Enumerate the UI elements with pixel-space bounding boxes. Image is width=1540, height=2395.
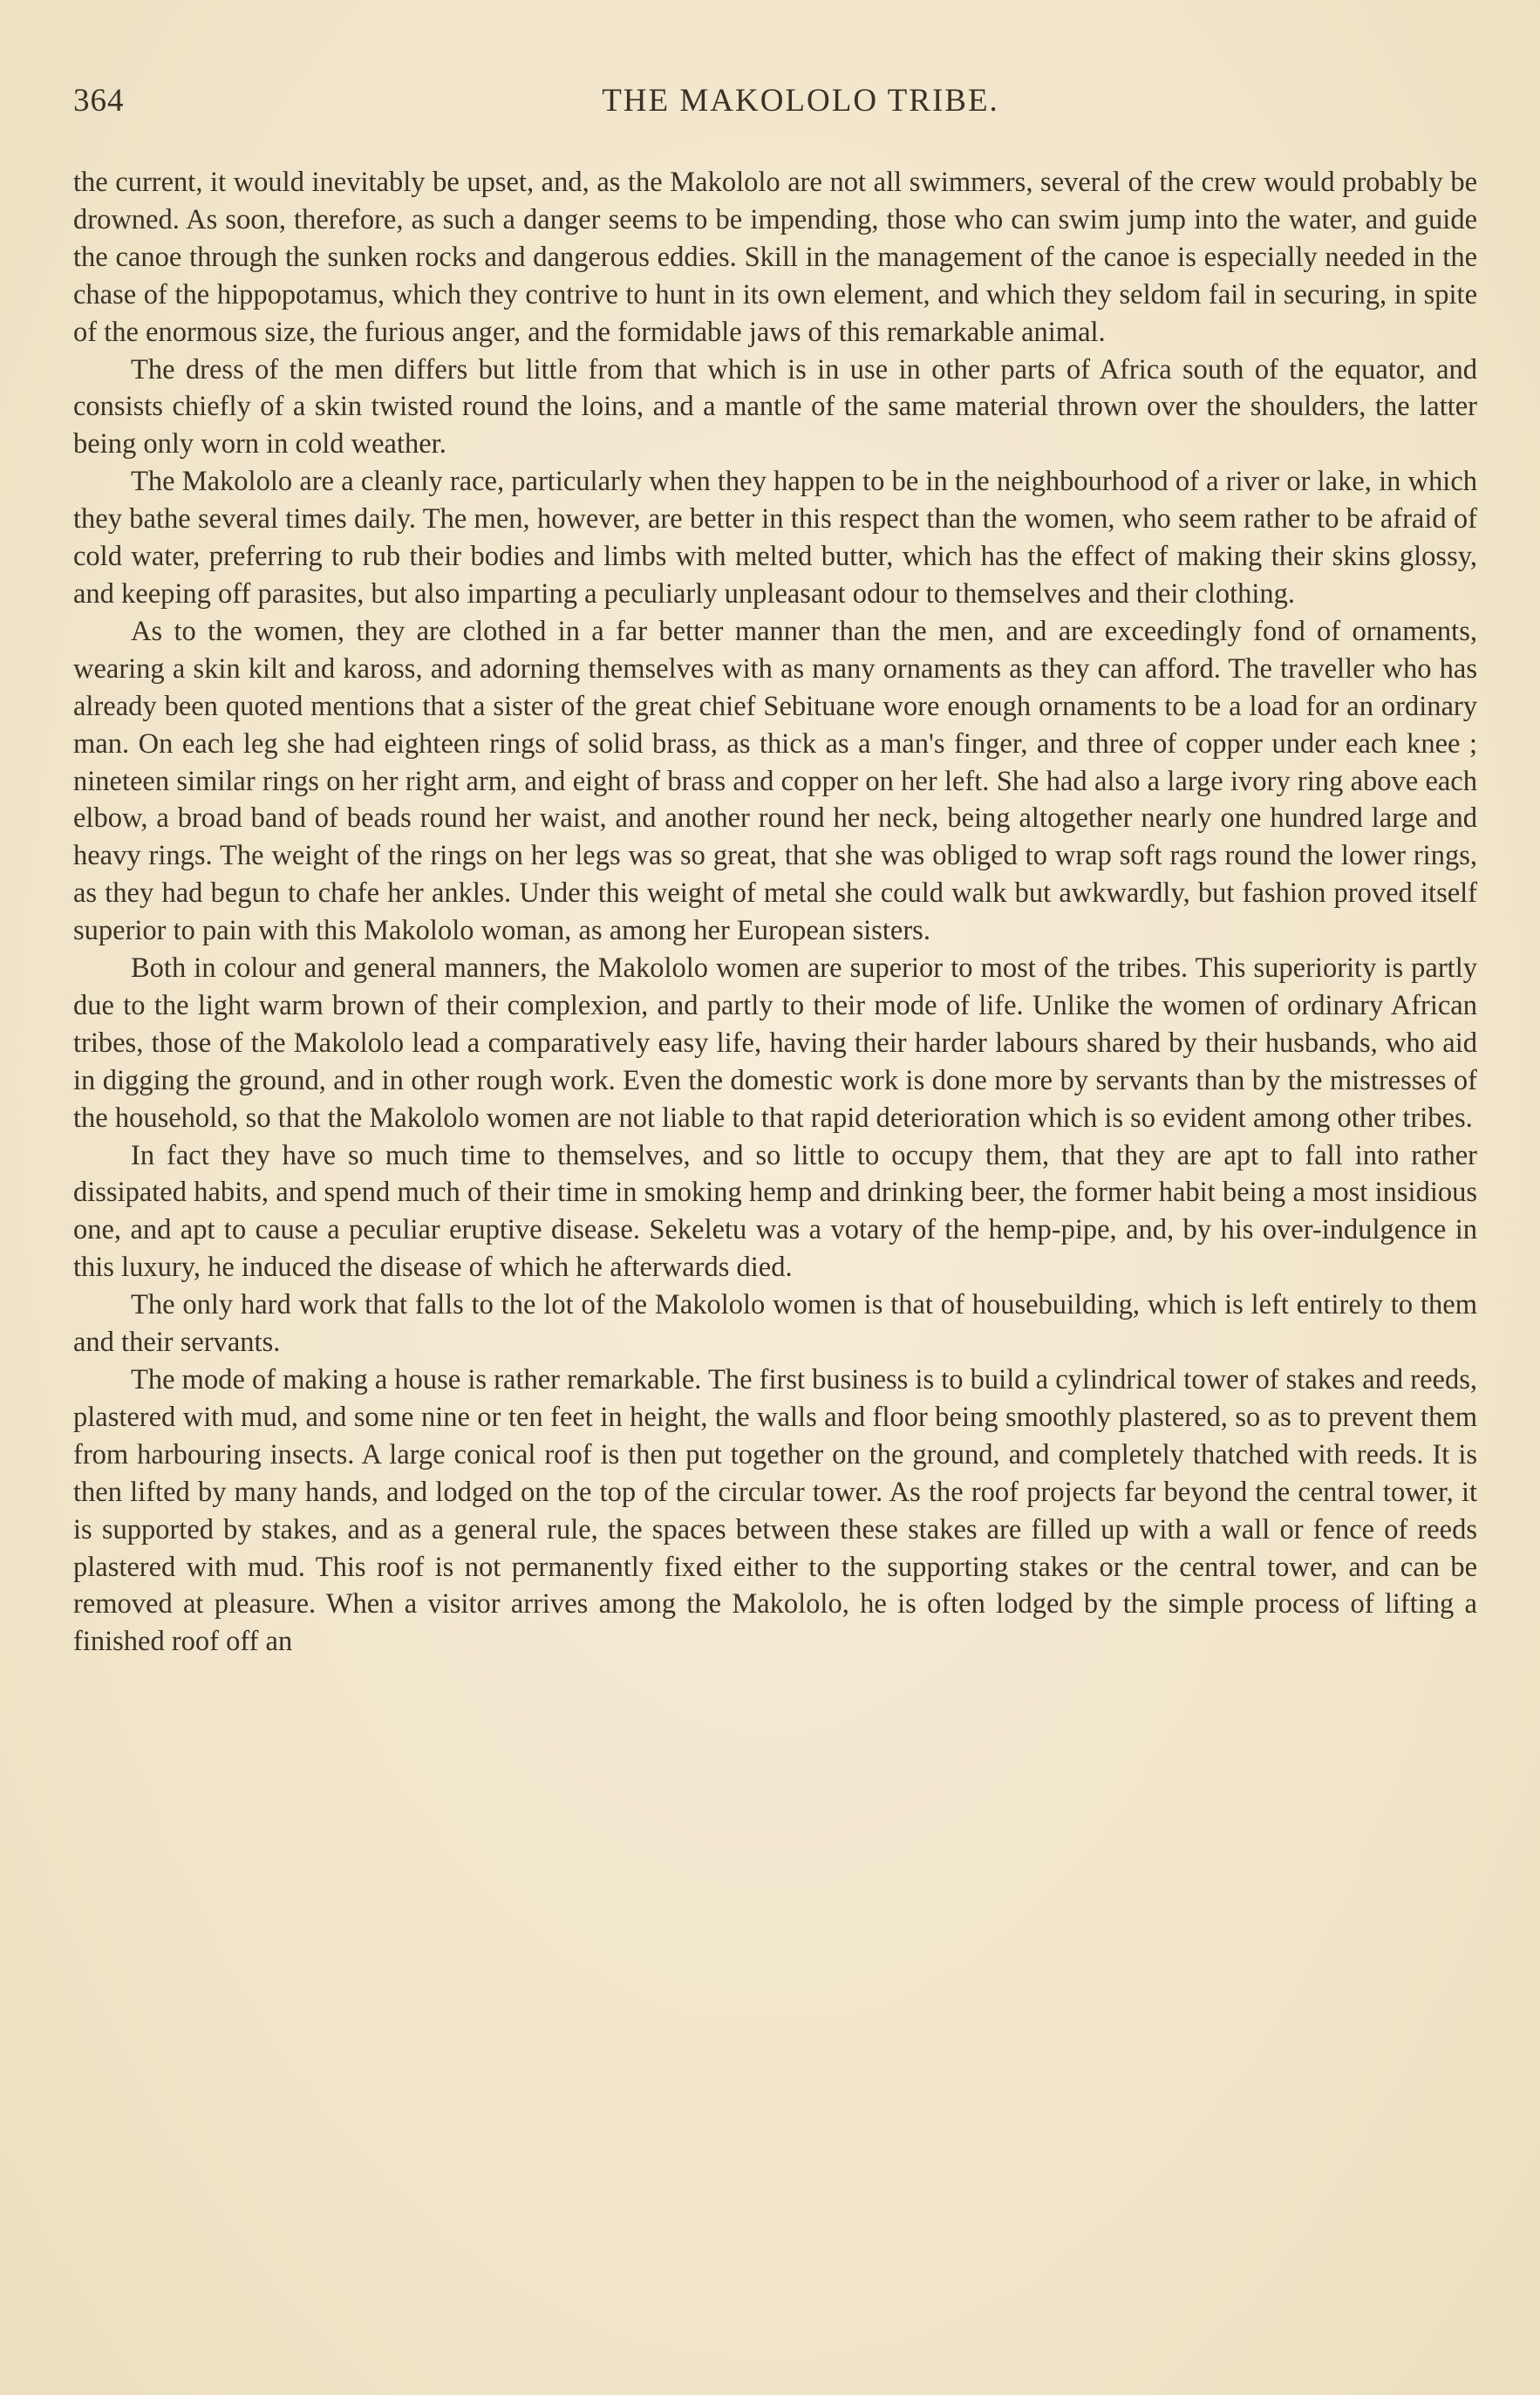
page-title: THE MAKOLOLO TRIBE. [602, 83, 999, 119]
paragraph-canoe-continued: the current, it would inevitably be upset, and, as the Makololo are not all swimmers, several of the crew would probably be drowned. As soon, therefore, as such a danger seems to be impending, those who can swim jump into the water, and guide the canoe through the sunken rocks and dangerous eddies. Skill in the management of the canoe is especially needed in the chase of the hippopotamus, which they contrive to hunt in its own element, and which they seldom fail in securing, in spite of the enormous size, the furious anger, and the formidable jaws of this remarkable animal. [73, 167, 1477, 348]
paragraph-house-building: The only hard work that falls to the lot of the Makololo women is that of housebuilding, which is left entirely to them and their servants. [73, 1289, 1477, 1359]
paragraph-cleanliness: The Makololo are a cleanly race, particularly when they happen to be in the neighbourhood of a river or lake, in which they bathe several times daily. The men, however, are better in this respect than the women, who seem rather to be afraid of cold water, preferring to rub their bodies and limbs with melted butter, which has the effect of making their skins glossy, and keeping off parasites, but also imparting a peculiarly unpleasant odour to themselves and their clothing. [73, 466, 1477, 610]
body-text [73, 164, 1477, 1661]
paragraph-women-ornaments: As to the women, they are clothed in a far better manner than the men, and are exceedingly fond of ornaments, wearing a skin kilt and kaross, and adorning themselves with as many ornaments as they can afford. The traveller who has already been quoted mentions that a sister of the great chief Sebituane wore enough ornaments to be a load for an ordinary man. On each leg she had eighteen rings of solid brass, as thick as a man's finger, and three of copper under each knee ; nineteen similar rings on her right arm, and eight of brass and copper on her left. She had also a large ivory ring above each elbow, a broad band of beads round her waist, and another round her neck, being altogether nearly one hundred large and heavy rings. The weight of the rings on her legs was so great, that she was obliged to wrap soft rags round the lower rings, as they had begun to chafe her ankles. Under this weight of metal she could walk but awkwardly, but fashion proved itself superior to pain with this Makololo woman, as among her European sisters. [73, 615, 1477, 947]
paragraph-dress-of-men: The dress of the men differs but little from that which is in use in other parts of Africa south of the equator, and consists chiefly of a skin twisted round the loins, and a mantle of the same material thrown over the shoulders, the latter being only worn in cold weather. [73, 353, 1477, 461]
paragraph-women-manners: Both in colour and general manners, the Makololo women are superior to most of the tribes. This superiority is partly due to the light warm brown of their complexion, and partly to their mode of life. Unlike the women of ordinary African tribes, those of the Makololo lead a comparatively easy life, having their harder labours shared by their husbands, who aid in digging the ground, and in other rough work. Even the domestic work is done more by servants than by the mistresses of the household, so that the Makololo women are not liable to that rapid deterioration which is so evident among other tribes. [73, 952, 1477, 1134]
paragraph-house-construction: The mode of making a house is rather remarkable. The first business is to build a cylindrical tower of stakes and reeds, plastered with mud, and some nine or ten feet in height, the walls and floor being smoothly plastered, so as to prevent them from harbouring insects. A large conical roof is then put together on the ground, and completely thatched with reeds. It is then lifted by many hands, and lodged on the top of the circular tower. As the roof projects far beyond the central tower, it is supported by stakes, and as a general rule, the spaces between these stakes are filled up with a wall or fence of reeds plastered with mud. This roof is not permanently fixed either to the supporting stakes or the central tower, and can be removed at pleasure. When a visitor arrives among the Makololo, he is often lodged by the simple process of lifting a finished roof off an [73, 1364, 1477, 1658]
paragraph-dissipated-habits: In fact they have so much time to themselves, and so little to occupy them, that they are apt to fall into rather dissipated habits, and spend much of their time in smoking hemp and drinking beer, the former habit being a most insidious one, and apt to cause a peculiar eruptive disease. Sekeletu was a votary of the hemp-pipe, and, by his over-indulgence in this luxury, he induced the disease of which he afterwards died. [73, 1139, 1477, 1284]
running-head [73, 82, 1467, 126]
page-number: 364 [73, 83, 125, 119]
